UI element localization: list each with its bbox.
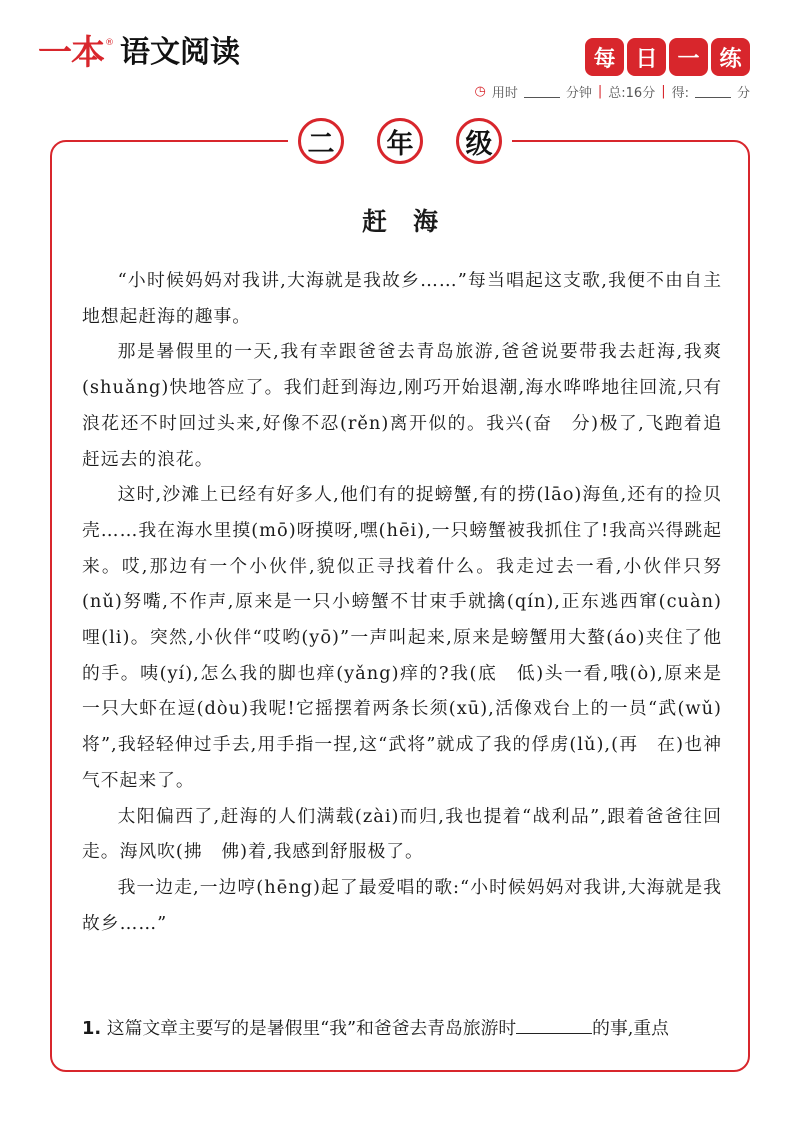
divider: |: [661, 84, 666, 99]
time-label: 用时: [491, 86, 518, 101]
score-unit: 分: [736, 86, 750, 101]
question-text: 这篇文章主要写的是暑假里“我”和爸爸去青岛旅游时: [106, 1018, 517, 1039]
time-blank[interactable]: [524, 85, 560, 98]
daily-char: 日: [627, 38, 666, 76]
registered-mark-icon: ®: [105, 38, 114, 48]
total-score: 总:16分: [608, 86, 656, 101]
daily-char: 一: [669, 38, 708, 76]
grade-char: 二: [298, 118, 344, 164]
score-blank[interactable]: [695, 85, 731, 98]
paragraph: 这时,沙滩上已经有好多人,他们有的捉螃蟹,有的捞(lāo)海鱼,还有的捡贝壳……我在海水里摸(mō)呀摸呀,嘿(hēi),一只螃蟹被我抓住了!我高兴得跳起来。哎,那边有一个小伙伴,貌似正寻找着什么。我走过去一看,小伙伴只努(nǔ)努嘴,不作声,原来是一只小螃蟹不甘束手就擒(qín),正东逃西窜(cuàn)哩(li)。突然,小伙伴“哎哟(yō)”一声叫起来,原来是螃蟹用大螯(áo)夹住了他的手。咦(yí),怎么我的脚也痒(yǎng)痒的?我(底 低)头一看,哦(ò),原来是一只大虾在逗(dòu)我呢!它摇摆着两条长须(xū),活像戏台上的一员“武(wǔ)将”,我轻轻伸过手去,用手指一捏,这“武将”就成了我的俘虏(lǔ),(再 在)也神气不起来了。: [82, 484, 722, 791]
daily-char: 练: [711, 38, 750, 76]
brand: [38, 33, 240, 73]
daily-char: 每: [585, 38, 624, 76]
question-text-tail: 的事,重点: [592, 1018, 669, 1039]
question-1: [82, 1014, 742, 1044]
question-number: 1.: [82, 1018, 102, 1039]
score-info: [475, 82, 751, 101]
divider: |: [597, 84, 603, 99]
paragraph: 那是暑假里的一天,我有幸跟爸爸去青岛旅游,爸爸说要带我去赶海,我爽(shuǎng)快地答应了。我们赶到海边,刚巧开始退潮,海水哗哗地往回流,只有浪花还不时回过头来,好像不忍(rěn)离开似的。我兴(奋 分)极了,飞跑着追赶远去的浪花。: [82, 341, 722, 470]
grade-label: [288, 114, 512, 168]
time-unit: 分钟: [565, 86, 592, 101]
answer-blank[interactable]: [516, 1015, 592, 1034]
paragraph: “小时候妈妈对我讲,大海就是我故乡……”每当唱起这支歌,我便不由自主地想起赶海的趣事。: [82, 270, 722, 327]
brand-logo: 一本: [38, 33, 104, 73]
paragraph: 太阳偏西了,赶海的人们满载(zài)而归,我也提着“战利品”,跟着爸爸往回走。海风吹(拂 佛)着,我感到舒服极了。: [82, 805, 722, 863]
grade-char: 年: [377, 118, 423, 164]
clock-icon: ◷: [474, 84, 486, 99]
grade-char: 级: [456, 118, 502, 164]
score-label: 得:: [671, 86, 689, 101]
paragraph: 我一边走,一边哼(hēng)起了最爱唱的歌:“小时候妈妈对我讲,大海就是我故乡……”: [82, 876, 722, 934]
brand-title: 语文阅读: [120, 35, 240, 70]
daily-practice-badge: [585, 38, 750, 76]
article-body: [82, 263, 722, 941]
article-title: 赶海: [361, 207, 464, 236]
